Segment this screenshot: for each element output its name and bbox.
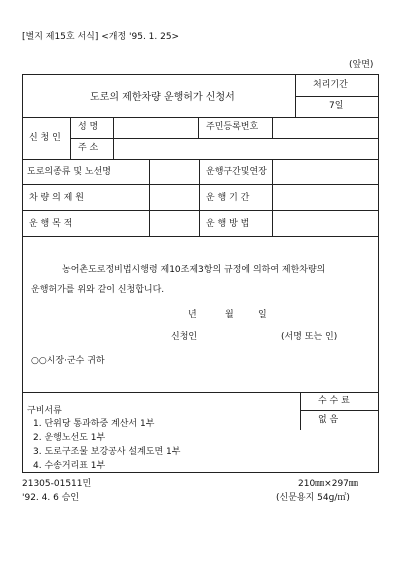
operation-section-label: 운행구간및연장 <box>206 167 267 177</box>
applicant-sign-label: 신청인 <box>171 332 198 342</box>
signature-note: (서명 또는 인) <box>281 332 338 342</box>
name-label: 성 명 <box>78 122 99 132</box>
form-title: 도로의 제한차량 운행허가 신청서 <box>90 92 235 103</box>
documents-title: 구비서류 <box>27 406 62 416</box>
road-type-label: 도로의종류 및 노선명 <box>27 167 111 177</box>
fee-label: 수 수 료 <box>318 396 350 406</box>
date-year: 년 <box>188 310 197 320</box>
date-day: 일 <box>258 310 267 320</box>
operation-period-label: 운 행 기 간 <box>206 193 250 203</box>
period-divider <box>295 96 379 97</box>
document-item: 4. 수송거리표 1부 <box>33 461 106 471</box>
address-label: 주 소 <box>78 143 99 153</box>
statement-line-1: 농어촌도로정비법시행령 제10조제3항의 규정에 의하여 제한차량의 <box>62 265 326 275</box>
resident-number-label: 주민등록번호 <box>206 122 259 132</box>
page-side-label: (앞면) <box>349 60 374 70</box>
statement-line-2: 운행허가를 위와 같이 신청합니다. <box>31 285 165 295</box>
processing-period-label: 처리기간 <box>313 80 348 90</box>
processing-period-value: 7일 <box>329 101 344 111</box>
footer-approval: '92. 4. 6 승인 <box>22 493 80 503</box>
footer-code: 21305-01511민 <box>22 479 92 489</box>
document-item: 1. 단위당 통과하중 계산서 1부 <box>33 419 155 429</box>
applicant-label: 신 청 인 <box>29 133 61 143</box>
operation-purpose-label: 운 행 목 적 <box>29 219 73 229</box>
form-number: [별지 제15호 서식] <개정 '95. 1. 25> <box>22 32 180 42</box>
document-item: 3. 도로구조물 보강공사 설계도면 1부 <box>33 447 181 457</box>
addressee: ○○시장·군수 귀하 <box>31 356 105 366</box>
footer-paper-size: 210㎜×297㎜ <box>298 479 358 489</box>
vehicle-spec-label: 차 량 의 제 원 <box>29 193 84 203</box>
document-item: 2. 운행노선도 1부 <box>33 433 106 443</box>
footer-paper-type: (신문용지 54g/㎡) <box>276 493 350 503</box>
date-month: 월 <box>225 310 234 320</box>
operation-method-label: 운 행 방 법 <box>206 219 250 229</box>
fee-value: 없 음 <box>318 415 339 425</box>
